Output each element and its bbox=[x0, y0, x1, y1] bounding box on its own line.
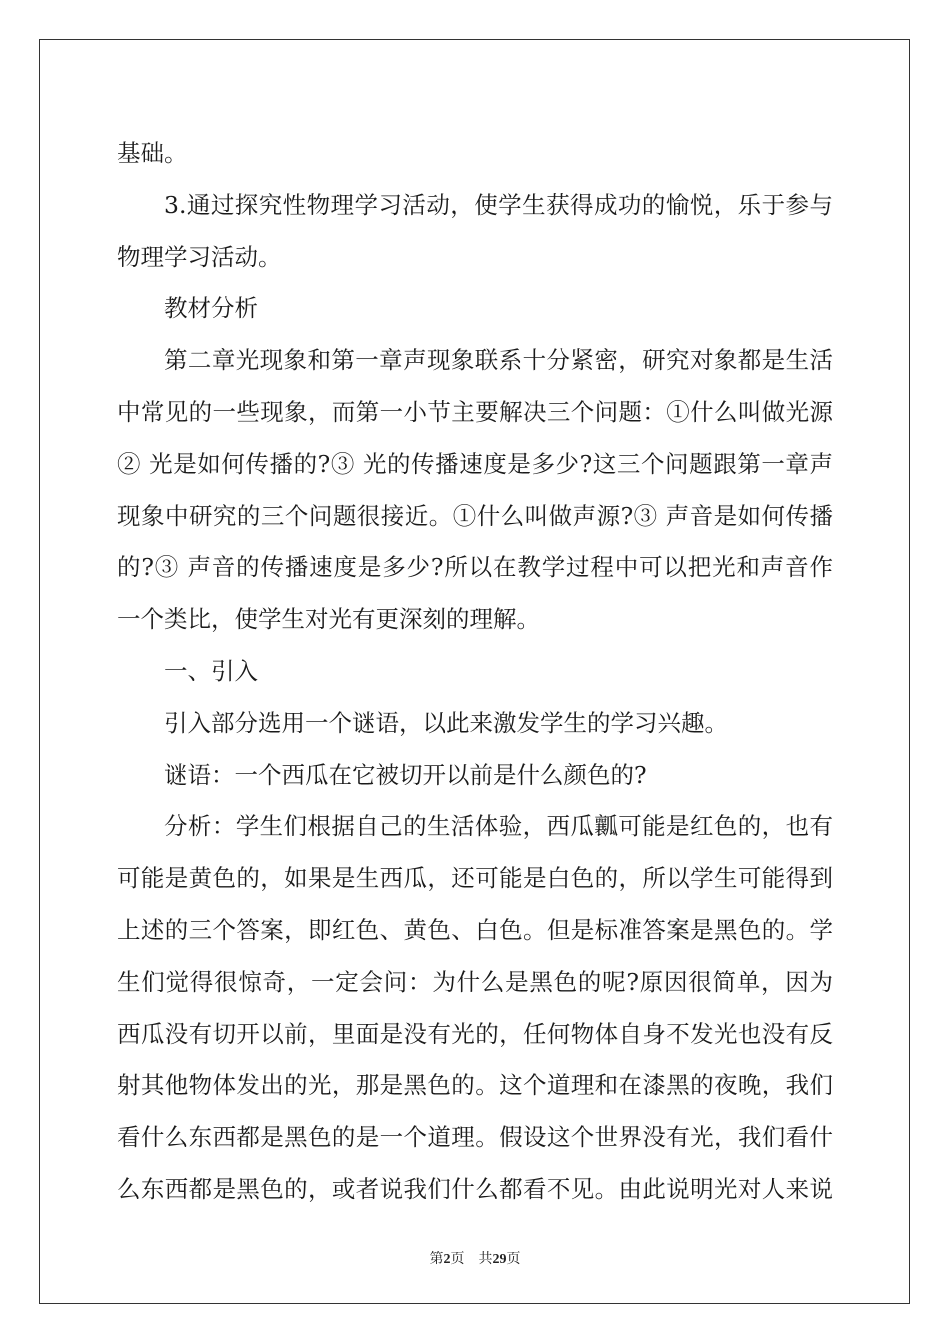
text-line: 物理学习活动。 bbox=[117, 242, 282, 271]
text-line: 生们觉得很惊奇，一定会问：为什么是黑色的呢?原因很简单，因为 bbox=[117, 967, 833, 996]
text-line: 一、引入 bbox=[164, 656, 258, 685]
text-line: 上述的三个答案，即红色、黄色、白色。但是标准答案是黑色的。学 bbox=[117, 915, 833, 944]
total-suffix: 页 bbox=[506, 1252, 521, 1267]
text-line: 可能是黄色的，如果是生西瓜，还可能是白色的，所以学生可能得到 bbox=[117, 864, 833, 893]
text-line: 3.通过探究性物理学习活动，使学生获得成功的愉悦，乐于参与 bbox=[164, 190, 833, 219]
text-line: 教材分析 bbox=[164, 294, 258, 323]
text-line: ② 光是如何传播的?③ 光的传播速度是多少?这三个问题跟第一章声 bbox=[117, 449, 833, 478]
page-suffix: 页 bbox=[450, 1252, 465, 1267]
text-line: 分析：学生们根据自己的生活体验，西瓜瓤可能是红色的，也有 bbox=[164, 812, 833, 841]
current-page-number: 2 bbox=[443, 1252, 451, 1267]
text-line: 基础。 bbox=[117, 139, 188, 167]
text-line: 引入部分选用一个谜语，以此来激发学生的学习兴趣。 bbox=[164, 708, 728, 737]
total-prefix: 共 bbox=[478, 1252, 493, 1267]
document-body bbox=[117, 128, 833, 1216]
text-line: 西瓜没有切开以前，里面是没有光的，任何物体自身不发光也没有反 bbox=[117, 1019, 833, 1048]
page-prefix: 第 bbox=[429, 1252, 444, 1267]
page-footer bbox=[0, 1248, 950, 1268]
text-line: 谜语：一个西瓜在它被切开以前是什么颜色的? bbox=[164, 760, 647, 789]
text-line: 的?③ 声音的传播速度是多少?所以在教学过程中可以把光和声音作 bbox=[117, 553, 833, 582]
total-page-count: 29 bbox=[492, 1252, 507, 1267]
text-line: 射其他物体发出的光，那是黑色的。这个道理和在漆黑的夜晚，我们 bbox=[117, 1071, 833, 1100]
text-line: 现象中研究的三个问题很接近。①什么叫做声源?③ 声音是如何传播 bbox=[117, 501, 833, 530]
text-line: 中常见的一些现象，而第一小节主要解决三个问题：①什么叫做光源 bbox=[117, 397, 833, 426]
text-line: 一个类比，使学生对光有更深刻的理解。 bbox=[117, 605, 540, 634]
text-line: 第二章光现象和第一章声现象联系十分紧密，研究对象都是生活 bbox=[164, 346, 833, 375]
text-line: 看什么东西都是黑色的是一个道理。假设这个世界没有光，我们看什 bbox=[117, 1123, 833, 1152]
text-line: 么东西都是黑色的，或者说我们什么都看不见。由此说明光对人来说 bbox=[117, 1174, 833, 1203]
